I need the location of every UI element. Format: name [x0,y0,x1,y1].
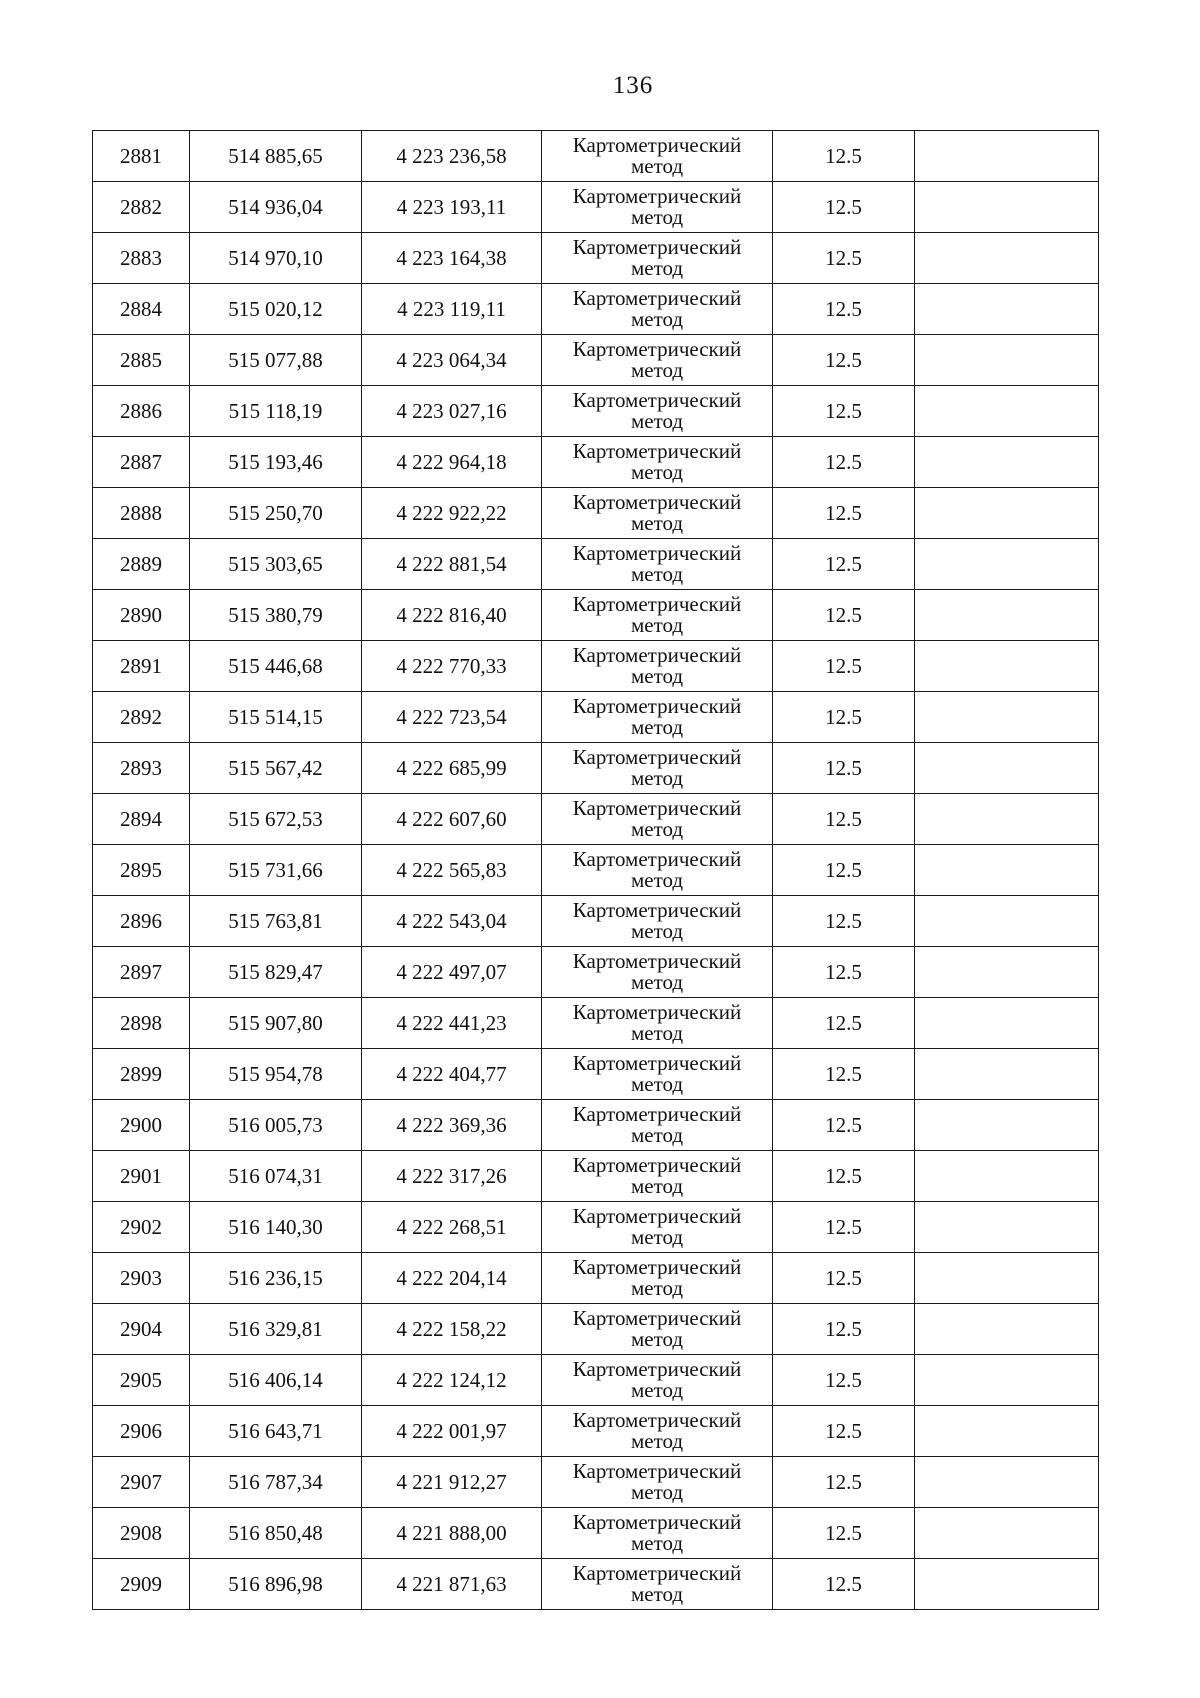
method-cell [542,1202,773,1253]
y-coordinate-cell: 4 222 124,12 [362,1355,542,1406]
x-coordinate-cell: 515 380,79 [190,590,362,641]
x-coordinate-cell: 515 763,81 [190,896,362,947]
table-row [93,1559,1099,1610]
method-cell [542,1508,773,1559]
y-coordinate-cell: 4 222 881,54 [362,539,542,590]
method-cell [542,539,773,590]
table-row [93,1355,1099,1406]
y-coordinate-cell: 4 222 723,54 [362,692,542,743]
method-line-1: Картометрический [572,745,742,769]
x-coordinate-cell: 515 303,65 [190,539,362,590]
table-row [93,794,1099,845]
note-cell [915,1100,1099,1151]
table-row [93,131,1099,182]
x-coordinate-cell: 515 672,53 [190,794,362,845]
method-cell [542,182,773,233]
point-number-cell: 2907 [93,1457,190,1508]
method-cell [542,743,773,794]
point-number-cell: 2892 [93,692,190,743]
note-cell [915,1559,1099,1610]
accuracy-cell: 12.5 [773,743,915,794]
y-coordinate-cell: 4 223 027,16 [362,386,542,437]
x-coordinate-cell: 516 787,34 [190,1457,362,1508]
point-number-cell: 2898 [93,998,190,1049]
table-row [93,641,1099,692]
method-line-1: Картометрический [572,1153,742,1177]
accuracy-cell: 12.5 [773,1508,915,1559]
y-coordinate-cell: 4 221 871,63 [362,1559,542,1610]
table-row [93,539,1099,590]
table-row [93,1202,1099,1253]
y-coordinate-cell: 4 222 964,18 [362,437,542,488]
x-coordinate-cell: 516 140,30 [190,1202,362,1253]
table-row [93,386,1099,437]
accuracy-cell: 12.5 [773,131,915,182]
table-row [93,437,1099,488]
table-row [93,1049,1099,1100]
accuracy-cell: 12.5 [773,896,915,947]
method-line-1: Картометрический [572,541,742,565]
x-coordinate-cell: 515 193,46 [190,437,362,488]
accuracy-cell: 12.5 [773,947,915,998]
method-line-1: Картометрический [572,847,742,871]
note-cell [915,1151,1099,1202]
x-coordinate-cell: 516 074,31 [190,1151,362,1202]
accuracy-cell: 12.5 [773,1457,915,1508]
y-coordinate-cell: 4 222 369,36 [362,1100,542,1151]
table-row [93,896,1099,947]
method-cell [542,437,773,488]
table-row [93,1253,1099,1304]
note-cell [915,743,1099,794]
point-number-cell: 2882 [93,182,190,233]
method-line-1: Картометрический [572,286,742,310]
y-coordinate-cell: 4 222 543,04 [362,896,542,947]
x-coordinate-cell: 515 829,47 [190,947,362,998]
accuracy-cell: 12.5 [773,590,915,641]
y-coordinate-cell: 4 222 565,83 [362,845,542,896]
y-coordinate-cell: 4 222 268,51 [362,1202,542,1253]
x-coordinate-cell: 516 005,73 [190,1100,362,1151]
x-coordinate-cell: 516 850,48 [190,1508,362,1559]
method-cell [542,896,773,947]
x-coordinate-cell: 515 954,78 [190,1049,362,1100]
method-line-2: метод [630,919,684,943]
note-cell [915,233,1099,284]
note-cell [915,1049,1099,1100]
y-coordinate-cell: 4 222 404,77 [362,1049,542,1100]
x-coordinate-cell: 516 643,71 [190,1406,362,1457]
method-line-2: метод [630,613,684,637]
method-cell [542,233,773,284]
coordinates-table [92,130,1099,1610]
note-cell [915,845,1099,896]
method-line-2: метод [630,1582,684,1606]
accuracy-cell: 12.5 [773,1100,915,1151]
y-coordinate-cell: 4 221 912,27 [362,1457,542,1508]
table-row [93,488,1099,539]
accuracy-cell: 12.5 [773,1355,915,1406]
table-row [93,590,1099,641]
method-line-2: метод [630,817,684,841]
point-number-cell: 2902 [93,1202,190,1253]
method-line-2: метод [630,1276,684,1300]
point-number-cell: 2905 [93,1355,190,1406]
note-cell [915,590,1099,641]
method-cell [542,131,773,182]
accuracy-cell: 12.5 [773,794,915,845]
y-coordinate-cell: 4 223 064,34 [362,335,542,386]
y-coordinate-cell: 4 221 888,00 [362,1508,542,1559]
table-row [93,998,1099,1049]
point-number-cell: 2900 [93,1100,190,1151]
accuracy-cell: 12.5 [773,488,915,539]
method-line-2: метод [630,1429,684,1453]
accuracy-cell: 12.5 [773,1559,915,1610]
accuracy-cell: 12.5 [773,233,915,284]
x-coordinate-cell: 516 329,81 [190,1304,362,1355]
accuracy-cell: 12.5 [773,1406,915,1457]
method-line-2: метод [630,1378,684,1402]
method-line-1: Картометрический [572,949,742,973]
method-cell [542,1457,773,1508]
accuracy-cell: 12.5 [773,1253,915,1304]
method-line-2: метод [630,358,684,382]
x-coordinate-cell: 515 077,88 [190,335,362,386]
method-line-1: Картометрический [572,1306,742,1330]
method-line-2: метод [630,460,684,484]
method-line-2: метод [630,511,684,535]
note-cell [915,131,1099,182]
note-cell [915,1304,1099,1355]
note-cell [915,539,1099,590]
method-line-1: Картометрический [572,1102,742,1126]
method-cell [542,1049,773,1100]
method-line-2: метод [630,562,684,586]
method-line-1: Картометрический [572,796,742,820]
y-coordinate-cell: 4 223 193,11 [362,182,542,233]
note-cell [915,641,1099,692]
method-line-2: метод [630,1072,684,1096]
table-row [93,335,1099,386]
method-line-1: Картометрический [572,337,742,361]
method-line-1: Картометрический [572,1255,742,1279]
table-row [93,743,1099,794]
x-coordinate-cell: 516 406,14 [190,1355,362,1406]
method-line-2: метод [630,1123,684,1147]
point-number-cell: 2891 [93,641,190,692]
point-number-cell: 2884 [93,284,190,335]
method-line-1: Картометрический [572,388,742,412]
note-cell [915,794,1099,845]
y-coordinate-cell: 4 222 685,99 [362,743,542,794]
accuracy-cell: 12.5 [773,386,915,437]
method-line-1: Картометрический [572,592,742,616]
note-cell [915,386,1099,437]
page-number: 136 [612,72,654,99]
y-coordinate-cell: 4 222 158,22 [362,1304,542,1355]
x-coordinate-cell: 515 731,66 [190,845,362,896]
method-cell [542,284,773,335]
accuracy-cell: 12.5 [773,1049,915,1100]
method-line-1: Картометрический [572,898,742,922]
table-body [93,131,1099,1610]
point-number-cell: 2889 [93,539,190,590]
method-line-2: метод [630,766,684,790]
method-cell [542,845,773,896]
method-line-1: Картометрический [572,439,742,463]
point-number-cell: 2887 [93,437,190,488]
point-number-cell: 2901 [93,1151,190,1202]
table-row [93,182,1099,233]
method-cell [542,794,773,845]
method-cell [542,1304,773,1355]
method-cell [542,1406,773,1457]
accuracy-cell: 12.5 [773,641,915,692]
method-line-1: Картометрический [572,694,742,718]
y-coordinate-cell: 4 222 001,97 [362,1406,542,1457]
method-line-1: Картометрический [572,1561,742,1585]
note-cell [915,182,1099,233]
method-cell [542,590,773,641]
note-cell [915,1457,1099,1508]
y-coordinate-cell: 4 222 922,22 [362,488,542,539]
method-line-1: Картометрический [572,1408,742,1432]
note-cell [915,1508,1099,1559]
point-number-cell: 2890 [93,590,190,641]
note-cell [915,896,1099,947]
x-coordinate-cell: 515 567,42 [190,743,362,794]
y-coordinate-cell: 4 222 441,23 [362,998,542,1049]
method-cell [542,1355,773,1406]
note-cell [915,1406,1099,1457]
table-row [93,1304,1099,1355]
method-line-1: Картометрический [572,235,742,259]
method-line-2: метод [630,409,684,433]
accuracy-cell: 12.5 [773,335,915,386]
y-coordinate-cell: 4 222 317,26 [362,1151,542,1202]
point-number-cell: 2888 [93,488,190,539]
method-cell [542,1151,773,1202]
method-cell [542,998,773,1049]
method-line-2: метод [630,1480,684,1504]
point-number-cell: 2909 [93,1559,190,1610]
point-number-cell: 2899 [93,1049,190,1100]
method-line-1: Картометрический [572,1357,742,1381]
accuracy-cell: 12.5 [773,182,915,233]
point-number-cell: 2904 [93,1304,190,1355]
accuracy-cell: 12.5 [773,539,915,590]
method-line-2: метод [630,970,684,994]
table-row [93,233,1099,284]
note-cell [915,437,1099,488]
table-row [93,1457,1099,1508]
x-coordinate-cell: 516 236,15 [190,1253,362,1304]
accuracy-cell: 12.5 [773,998,915,1049]
method-cell [542,947,773,998]
point-number-cell: 2885 [93,335,190,386]
point-number-cell: 2886 [93,386,190,437]
method-cell [542,1253,773,1304]
x-coordinate-cell: 516 896,98 [190,1559,362,1610]
y-coordinate-cell: 4 222 607,60 [362,794,542,845]
method-line-2: метод [630,664,684,688]
y-coordinate-cell: 4 223 164,38 [362,233,542,284]
y-coordinate-cell: 4 223 119,11 [362,284,542,335]
point-number-cell: 2903 [93,1253,190,1304]
method-cell [542,1100,773,1151]
point-number-cell: 2906 [93,1406,190,1457]
point-number-cell: 2896 [93,896,190,947]
y-coordinate-cell: 4 222 204,14 [362,1253,542,1304]
point-number-cell: 2894 [93,794,190,845]
note-cell [915,1355,1099,1406]
accuracy-cell: 12.5 [773,1202,915,1253]
table-row [93,1100,1099,1151]
method-line-2: метод [630,307,684,331]
note-cell [915,947,1099,998]
method-line-2: метод [630,715,684,739]
point-number-cell: 2897 [93,947,190,998]
table-row [93,1406,1099,1457]
accuracy-cell: 12.5 [773,692,915,743]
table-row [93,947,1099,998]
x-coordinate-cell: 514 885,65 [190,131,362,182]
note-cell [915,1253,1099,1304]
method-line-1: Картометрический [572,1204,742,1228]
accuracy-cell: 12.5 [773,845,915,896]
method-line-2: метод [630,1327,684,1351]
note-cell [915,692,1099,743]
note-cell [915,1202,1099,1253]
y-coordinate-cell: 4 223 236,58 [362,131,542,182]
method-line-2: метод [630,1531,684,1555]
table-row [93,692,1099,743]
accuracy-cell: 12.5 [773,284,915,335]
point-number-cell: 2893 [93,743,190,794]
x-coordinate-cell: 514 970,10 [190,233,362,284]
method-line-2: метод [630,256,684,280]
x-coordinate-cell: 515 514,15 [190,692,362,743]
x-coordinate-cell: 515 250,70 [190,488,362,539]
method-cell [542,692,773,743]
method-cell [542,488,773,539]
method-line-2: метод [630,1225,684,1249]
method-cell [542,1559,773,1610]
note-cell [915,284,1099,335]
accuracy-cell: 12.5 [773,1151,915,1202]
method-line-2: метод [630,1021,684,1045]
x-coordinate-cell: 515 907,80 [190,998,362,1049]
method-cell [542,641,773,692]
x-coordinate-cell: 514 936,04 [190,182,362,233]
method-line-2: метод [630,154,684,178]
note-cell [915,488,1099,539]
method-line-1: Картометрический [572,643,742,667]
method-cell [542,335,773,386]
method-line-1: Картометрический [572,1000,742,1024]
table-row [93,845,1099,896]
method-line-1: Картометрический [572,490,742,514]
y-coordinate-cell: 4 222 770,33 [362,641,542,692]
point-number-cell: 2881 [93,131,190,182]
table-row [93,284,1099,335]
y-coordinate-cell: 4 222 816,40 [362,590,542,641]
point-number-cell: 2908 [93,1508,190,1559]
x-coordinate-cell: 515 446,68 [190,641,362,692]
table-row [93,1508,1099,1559]
method-line-1: Картометрический [572,184,742,208]
accuracy-cell: 12.5 [773,1304,915,1355]
method-line-2: метод [630,868,684,892]
point-number-cell: 2895 [93,845,190,896]
note-cell [915,998,1099,1049]
method-line-1: Картометрический [572,1510,742,1534]
method-line-2: метод [630,1174,684,1198]
method-cell [542,386,773,437]
x-coordinate-cell: 515 020,12 [190,284,362,335]
method-line-2: метод [630,205,684,229]
point-number-cell: 2883 [93,233,190,284]
table-row [93,1151,1099,1202]
method-line-1: Картометрический [572,1459,742,1483]
accuracy-cell: 12.5 [773,437,915,488]
y-coordinate-cell: 4 222 497,07 [362,947,542,998]
method-line-1: Картометрический [572,133,742,157]
note-cell [915,335,1099,386]
x-coordinate-cell: 515 118,19 [190,386,362,437]
method-line-1: Картометрический [572,1051,742,1075]
